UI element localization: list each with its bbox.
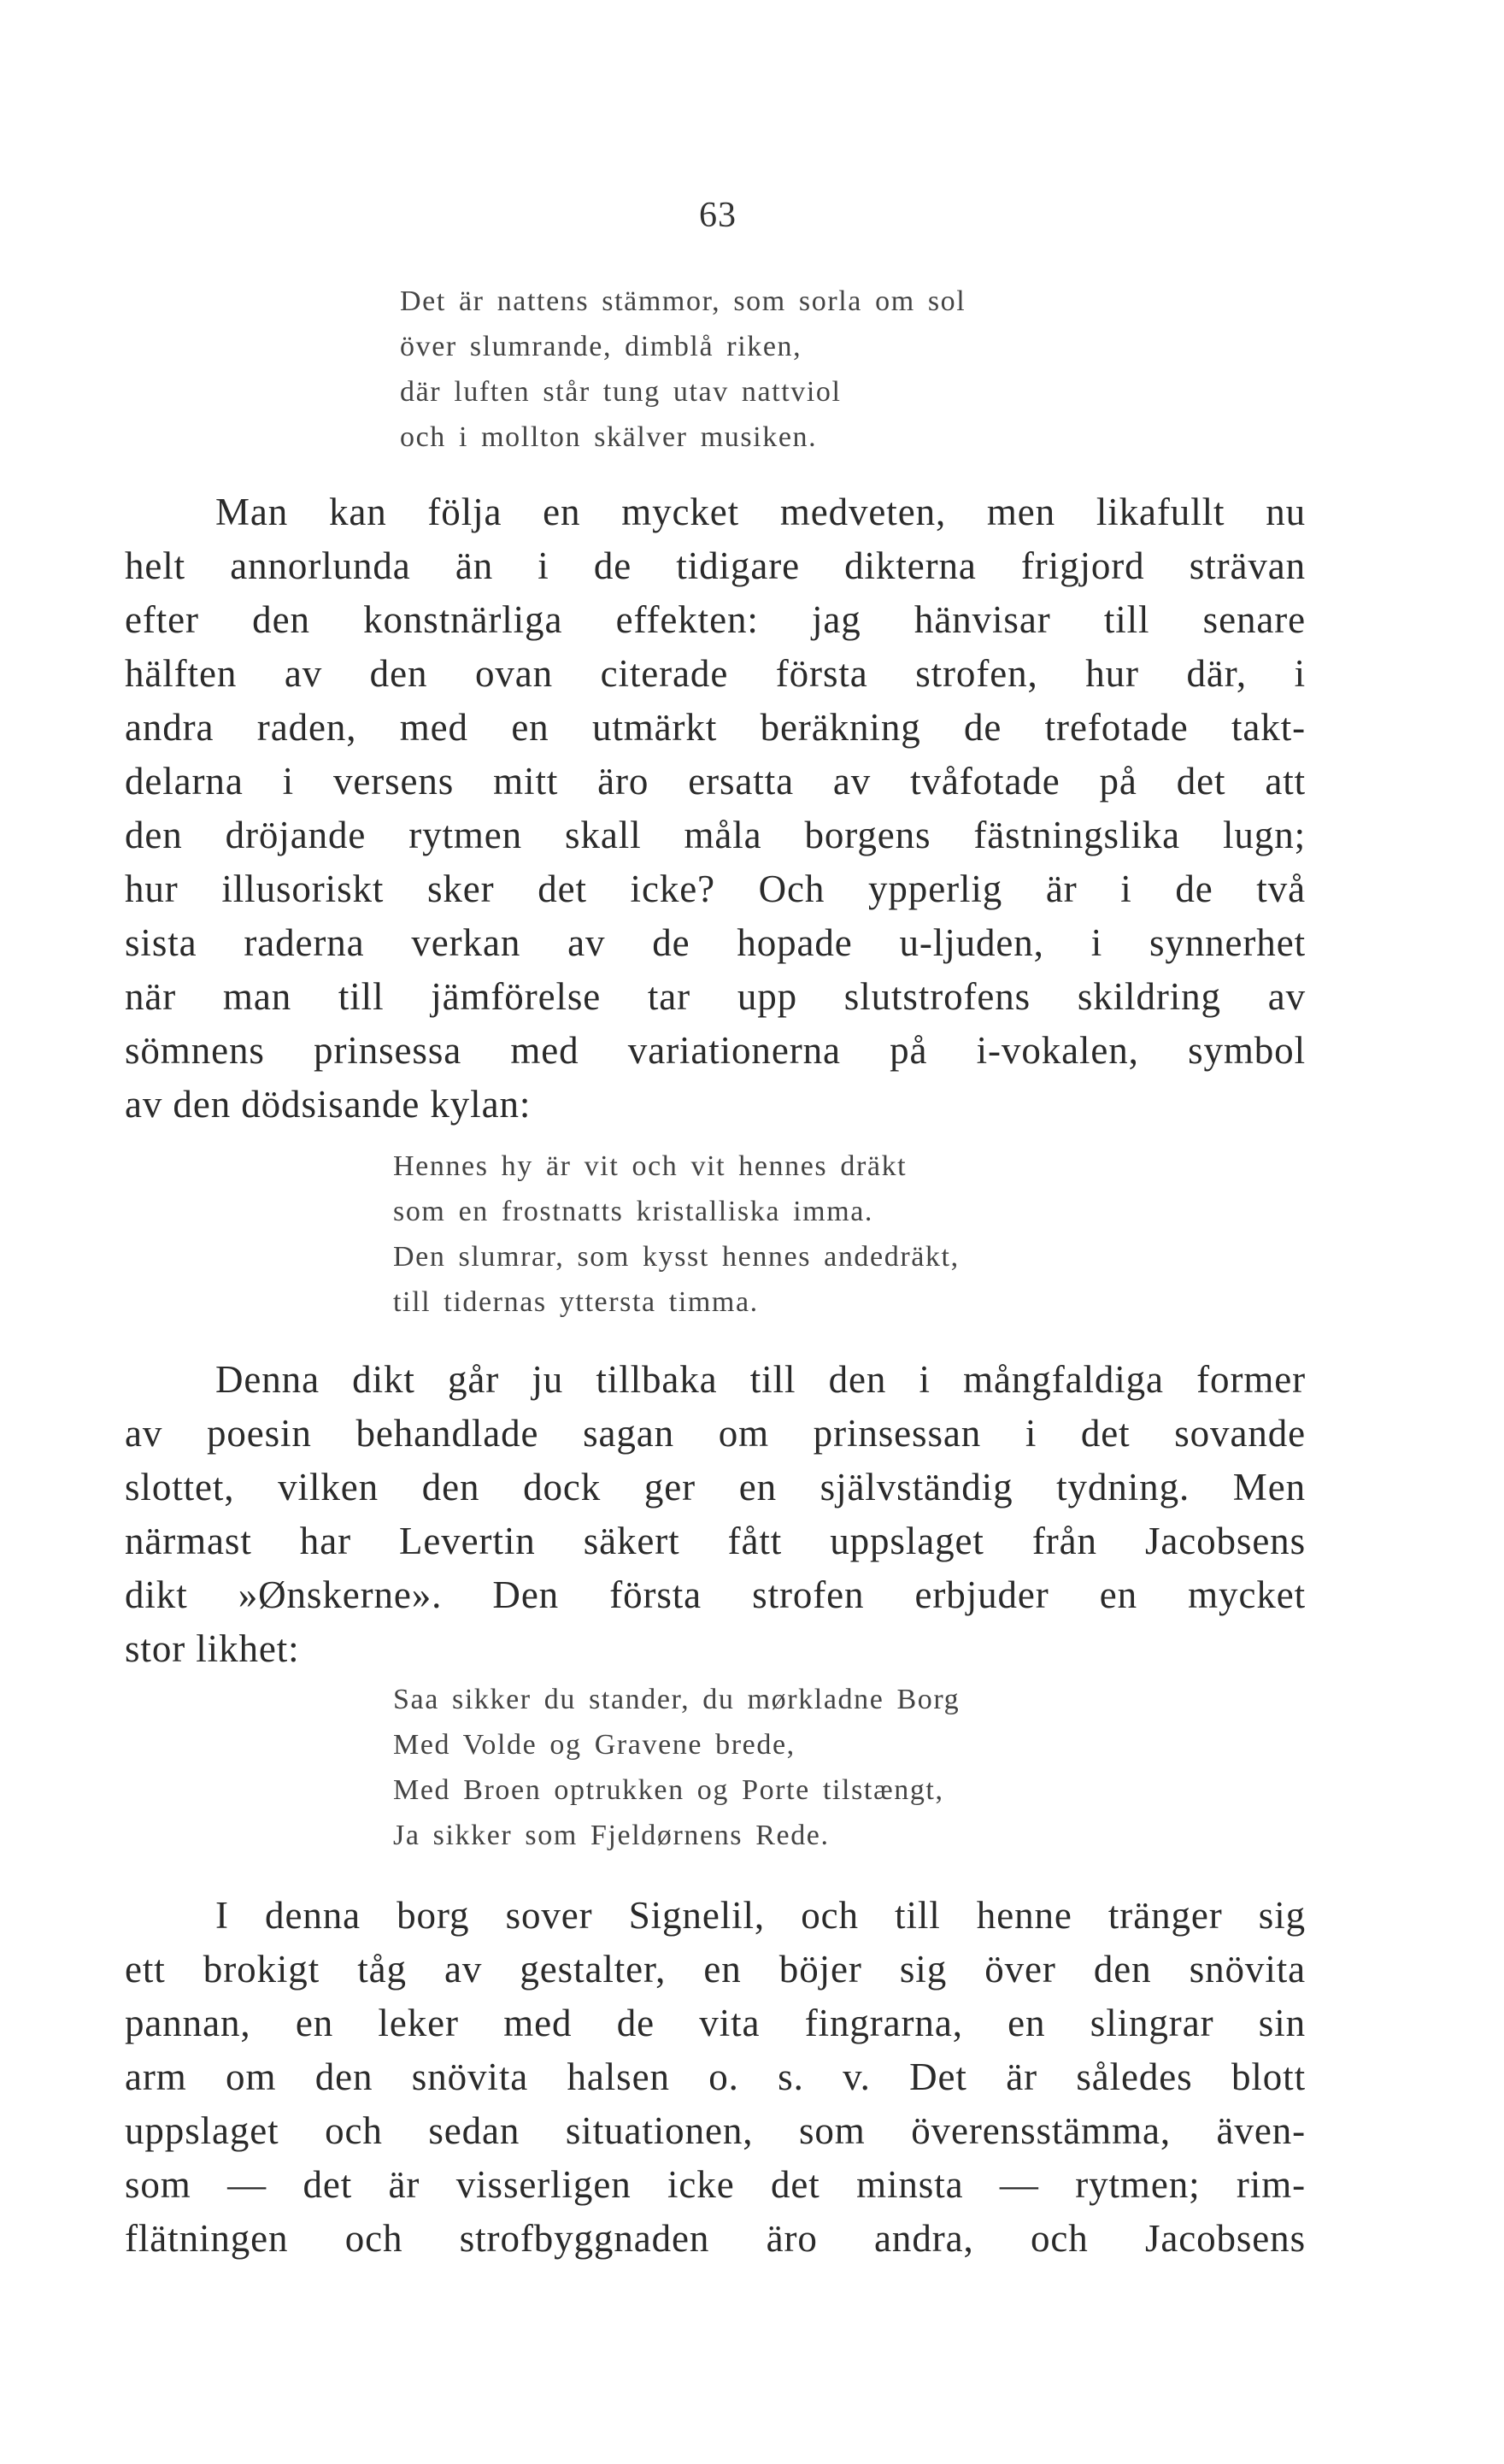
prose-line: helt annorlunda än i de tidigare dikterna frigjord strävan <box>125 544 1306 587</box>
prose-line: sista raderna verkan av de hopade u-ljuden, i synnerhet <box>125 921 1306 964</box>
prose-line: den dröjande rytmen skall måla borgens fästningslika lugn; <box>125 814 1306 856</box>
verse-line: över slumrande, dimblå riken, <box>400 331 802 362</box>
prose-line: ett brokigt tåg av gestalter, en böjer sig över den snövita <box>125 1948 1306 1991</box>
prose-line: hur illusoriskt sker det icke? Och ypperlig är i de två <box>125 867 1306 910</box>
prose-line: sömnens prinsessa med variationerna på i-vokalen, symbol <box>125 1029 1306 1072</box>
verse-line: där luften står tung utav nattviol <box>400 376 842 408</box>
prose-line: närmast har Levertin säkert fått uppslaget från Jacobsens <box>125 1520 1306 1562</box>
prose-line: I denna borg sover Signelil, och till henne tränger sig <box>215 1894 1306 1937</box>
prose-line: slottet, vilken den dock ger en självständig tydning. Men <box>125 1466 1306 1508</box>
prose-line: flätningen och strofbyggnaden äro andra, och Jacobsens <box>125 2217 1306 2260</box>
verse-line: Med Broen optrukken og Porte tilstængt, <box>393 1774 944 1806</box>
prose-line: andra raden, med en utmärkt beräkning de trefotade takt- <box>125 706 1306 749</box>
verse-line: Saa sikker du stander, du mørkladne Borg <box>393 1684 961 1715</box>
verse-line: och i mollton skälver musiken. <box>400 421 818 453</box>
paragraph-signelil <box>125 1889 1306 2266</box>
prose-line: arm om den snövita halsen o. s. v. Det är således blott <box>125 2055 1306 2098</box>
verse-line: Med Volde og Gravene brede, <box>393 1729 796 1761</box>
verse-quote-levertin-2 <box>393 1144 960 1325</box>
verse-line: Hennes hy är vit och vit hennes dräkt <box>393 1150 908 1182</box>
prose-line: av poesin behandlade sagan om prinsessan i det sovande <box>125 1412 1306 1455</box>
prose-line: delarna i versens mitt äro ersatta av tvåfotade på det att <box>125 760 1306 803</box>
verse-line: som en frostnatts kristalliska imma. <box>393 1196 874 1227</box>
prose-line: hälften av den ovan citerade första strofen, hur där, i <box>125 652 1306 695</box>
verse-quote-jacobsen <box>393 1677 960 1858</box>
prose-line: Man kan följa en mycket medveten, men likafullt nu <box>215 491 1306 533</box>
prose-line: dikt »Ønskerne». Den första strofen erbjuder en mycket <box>125 1573 1306 1616</box>
paragraph-analysis <box>125 485 1306 1132</box>
verse-line: Det är nattens stämmor, som sorla om sol <box>400 285 966 317</box>
prose-line: pannan, en leker med de vita fingrarna, en slingrar sin <box>125 2002 1306 2044</box>
prose-line: uppslaget och sedan situationen, som överensstämma, även- <box>125 2109 1306 2152</box>
page-number: 63 <box>699 196 737 235</box>
prose-line: efter den konstnärliga effekten: jag hänvisar till senare <box>125 598 1306 641</box>
prose-line: när man till jämförelse tar upp slutstrofens skildring av <box>125 975 1306 1018</box>
verse-quote-levertin-1 <box>400 279 966 460</box>
verse-line: Ja sikker som Fjeldørnens Rede. <box>393 1820 830 1851</box>
prose-line: stor likhet: <box>125 1627 300 1670</box>
prose-line: Denna dikt går ju tillbaka till den i mångfaldiga former <box>215 1358 1306 1401</box>
prose-line: som — det är visserligen icke det minsta — rytmen; rim- <box>125 2163 1306 2206</box>
verse-line: Den slumrar, som kysst hennes andedräkt, <box>393 1241 960 1273</box>
paragraph-comparison <box>125 1353 1306 1676</box>
prose-line: av den dödsisande kylan: <box>125 1083 532 1126</box>
verse-line: till tidernas yttersta timma. <box>393 1286 759 1318</box>
